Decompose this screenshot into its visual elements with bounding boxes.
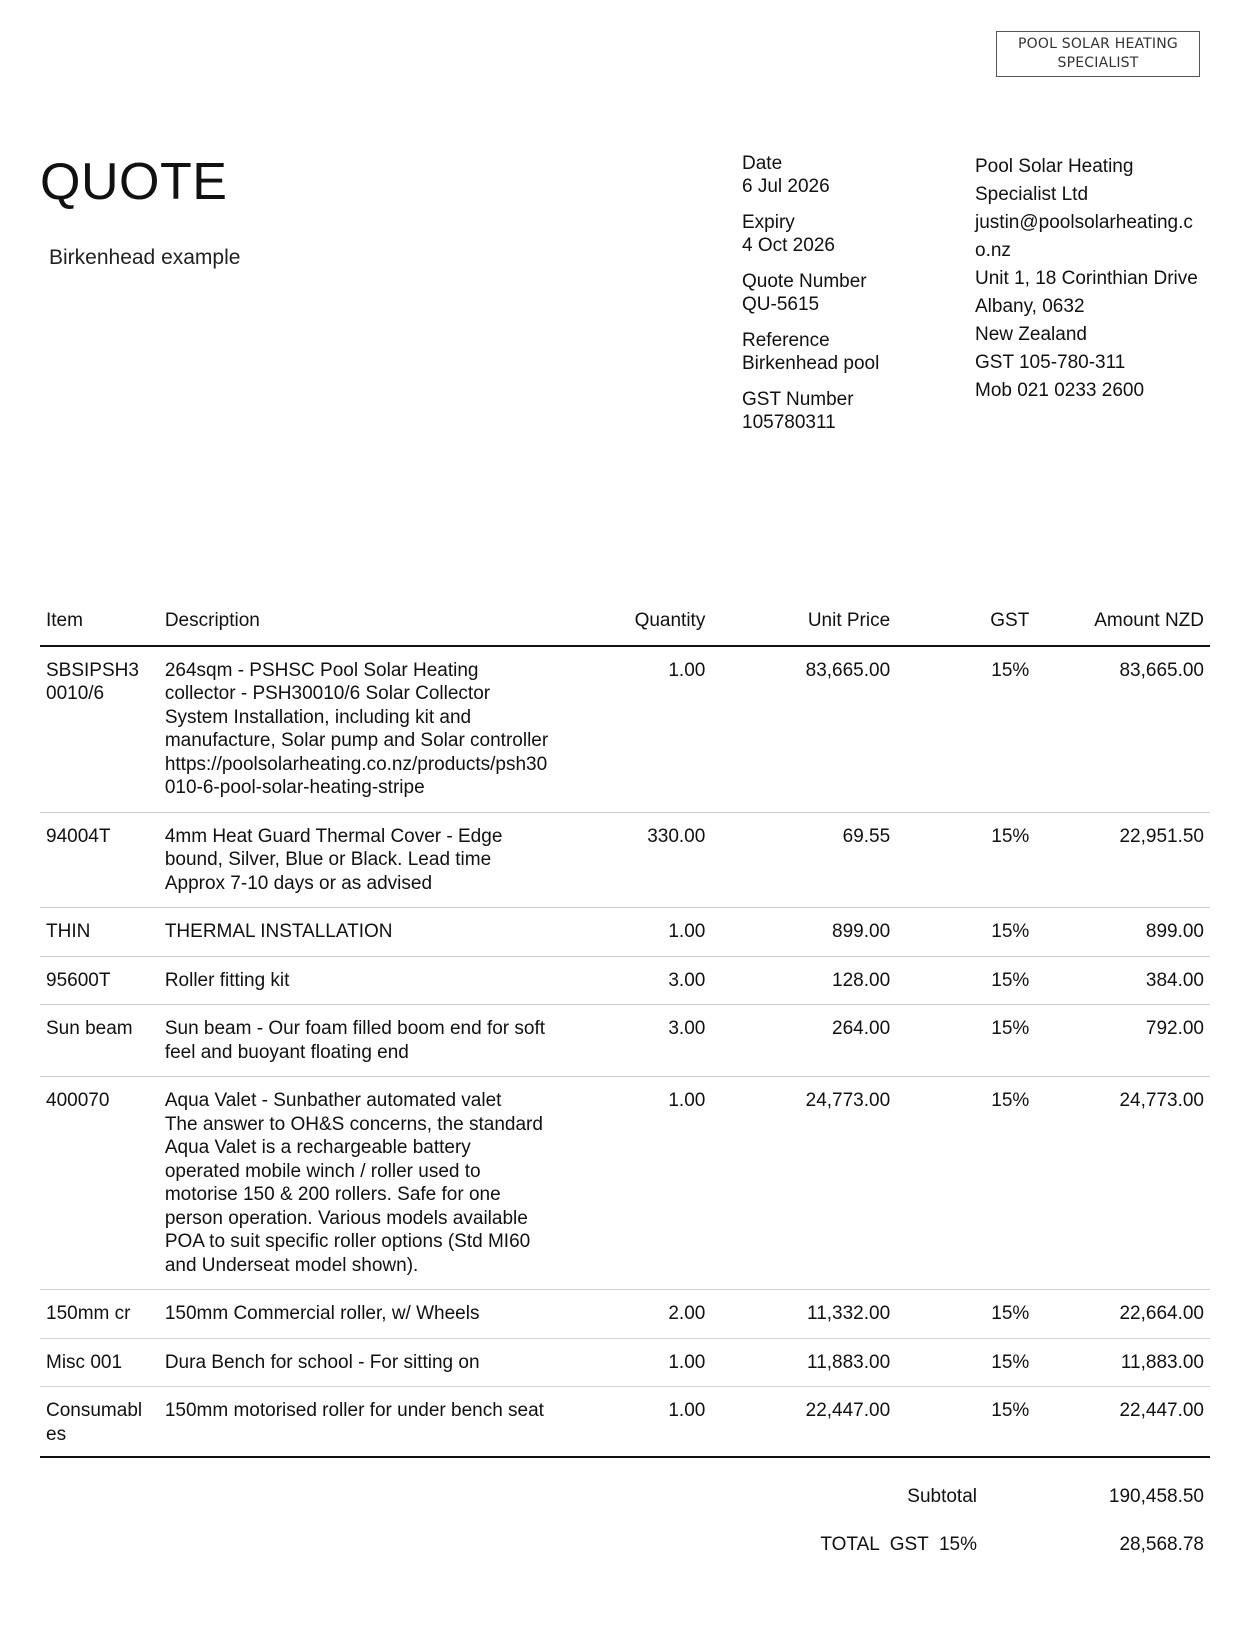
cell-quantity: 1.00 xyxy=(577,1338,711,1387)
org-email-line-1: justin@poolsolarheating.c xyxy=(975,212,1193,233)
cell-gst: 15% xyxy=(896,908,1035,957)
item-code-line: 0010/6 xyxy=(46,683,105,704)
meta-value: 105780311 xyxy=(742,412,836,433)
cell-item xyxy=(40,1387,159,1458)
line-items-table xyxy=(40,603,1210,1458)
cell-quantity: 1.00 xyxy=(577,1077,711,1290)
logo-line-2: SPECIALIST xyxy=(1057,55,1139,71)
org-gst: GST 105-780-311 xyxy=(975,352,1126,373)
table-row xyxy=(40,1290,1210,1339)
totals-block xyxy=(800,1478,1210,1574)
cell-gst: 15% xyxy=(896,812,1035,908)
document-subtitle: Birkenhead example xyxy=(49,246,241,269)
cell-unit-price: 11,332.00 xyxy=(711,1290,896,1339)
cell-amount: 22,664.00 xyxy=(1035,1290,1210,1339)
table-row xyxy=(40,908,1210,957)
description-line: THERMAL INSTALLATION xyxy=(164,921,393,942)
subtotal-value: 190,458.50 xyxy=(1108,1486,1204,1507)
description-line: collector - PSH30010/6 Solar Collector xyxy=(164,683,491,704)
cell-quantity: 330.00 xyxy=(577,812,711,908)
org-street: Unit 1, 18 Corinthian Drive xyxy=(975,268,1198,289)
header-unit-price: Unit Price xyxy=(711,603,896,646)
cell-description xyxy=(159,1290,577,1339)
table-header-row xyxy=(40,603,1210,646)
cell-gst: 15% xyxy=(896,646,1035,813)
item-code-line: Sun beam xyxy=(46,1018,133,1039)
cell-unit-price: 264.00 xyxy=(711,1005,896,1077)
header-description: Description xyxy=(159,603,577,646)
cell-gst: 15% xyxy=(896,1338,1035,1387)
cell-amount: 11,883.00 xyxy=(1035,1338,1210,1387)
cell-item xyxy=(40,812,159,908)
org-mobile: Mob 021 0233 2600 xyxy=(975,380,1145,401)
cell-item xyxy=(40,956,159,1005)
cell-quantity: 1.00 xyxy=(577,646,711,813)
subtotal-label: Subtotal xyxy=(907,1486,977,1507)
table-row xyxy=(40,956,1210,1005)
meta-label: Quote Number xyxy=(742,271,867,292)
item-code-line: 400070 xyxy=(46,1090,110,1111)
description-line: System Installation, including kit and xyxy=(164,706,472,728)
cell-description xyxy=(159,956,577,1005)
total-gst-label: TOTAL GST 15% xyxy=(820,1534,977,1555)
meta-label: Reference xyxy=(742,330,830,351)
description-line: https://poolsolarheating.co.nz/products/psh30 xyxy=(164,753,548,775)
meta-label: Date xyxy=(742,153,783,174)
meta-reference xyxy=(742,329,942,375)
cell-description xyxy=(159,1387,577,1458)
org-country: New Zealand xyxy=(975,324,1087,345)
item-code-line: SBSIPSH3 xyxy=(46,659,139,681)
total-gst-row xyxy=(800,1526,1210,1574)
description-line: POA to suit specific roller options (Std MI60 xyxy=(164,1231,531,1252)
cell-unit-price: 899.00 xyxy=(711,908,896,957)
cell-unit-price: 128.00 xyxy=(711,956,896,1005)
description-line: motorise 150 & 200 rollers. Safe for one xyxy=(164,1184,501,1205)
item-code-line: es xyxy=(46,1423,67,1445)
org-city: Albany, 0632 xyxy=(975,296,1085,317)
cell-description xyxy=(159,1005,577,1077)
meta-label: Expiry xyxy=(742,212,795,233)
cell-unit-price: 83,665.00 xyxy=(711,646,896,813)
description-line: 010-6-pool-solar-heating-stripe xyxy=(164,777,425,798)
description-line: bound, Silver, Blue or Black. Lead time xyxy=(164,849,492,870)
cell-description xyxy=(159,1077,577,1290)
header-item: Item xyxy=(40,603,159,646)
cell-gst: 15% xyxy=(896,1005,1035,1077)
description-line: 4mm Heat Guard Thermal Cover - Edge xyxy=(164,825,503,847)
description-line: Approx 7-10 days or as advised xyxy=(164,872,433,894)
description-line: Aqua Valet - Sunbather automated valet xyxy=(164,1090,502,1111)
document-title: QUOTE xyxy=(40,153,228,211)
table-body xyxy=(40,646,1210,1458)
description-line: Aqua Valet is a rechargeable battery xyxy=(164,1137,471,1158)
cell-gst: 15% xyxy=(896,956,1035,1005)
cell-amount: 899.00 xyxy=(1035,908,1210,957)
meta-value: 4 Oct 2026 xyxy=(742,235,835,256)
cell-quantity: 2.00 xyxy=(577,1290,711,1339)
description-line: 150mm motorised roller for under bench seat xyxy=(164,1400,544,1421)
cell-quantity: 3.00 xyxy=(577,1005,711,1077)
table-row xyxy=(40,1077,1210,1290)
description-line: and Underseat model shown). xyxy=(164,1254,419,1276)
cell-description xyxy=(159,908,577,957)
item-code-line: Misc 001 xyxy=(46,1351,123,1373)
org-email-line-2: o.nz xyxy=(975,240,1011,261)
cell-item xyxy=(40,1005,159,1077)
cell-item xyxy=(40,1338,159,1387)
org-name-line-1: Pool Solar Heating xyxy=(975,156,1134,177)
cell-amount: 792.00 xyxy=(1035,1005,1210,1077)
cell-quantity: 1.00 xyxy=(577,908,711,957)
cell-item xyxy=(40,908,159,957)
org-name-line-2: Specialist Ltd xyxy=(975,184,1089,205)
cell-amount: 22,447.00 xyxy=(1035,1387,1210,1458)
description-line: 264sqm - PSHSC Pool Solar Heating xyxy=(164,659,479,681)
cell-gst: 15% xyxy=(896,1290,1035,1339)
item-code-line: THIN xyxy=(46,921,91,942)
cell-amount: 83,665.00 xyxy=(1035,646,1210,813)
description-line: Sun beam - Our foam filled boom end for soft xyxy=(164,1018,546,1039)
cell-description xyxy=(159,1338,577,1387)
cell-item xyxy=(40,646,159,813)
cell-quantity: 1.00 xyxy=(577,1387,711,1458)
header-gst: GST xyxy=(896,603,1035,646)
cell-item xyxy=(40,1290,159,1339)
cell-amount: 22,951.50 xyxy=(1035,812,1210,908)
meta-value: 6 Jul 2026 xyxy=(742,176,830,197)
item-code-line: Consumabl xyxy=(46,1400,143,1421)
cell-amount: 384.00 xyxy=(1035,956,1210,1005)
item-code-line: 150mm cr xyxy=(46,1303,131,1324)
cell-unit-price: 69.55 xyxy=(711,812,896,908)
cell-unit-price: 24,773.00 xyxy=(711,1077,896,1290)
meta-label: GST Number xyxy=(742,389,854,410)
description-line: Dura Bench for school - For sitting on xyxy=(164,1351,480,1373)
meta-value: QU-5615 xyxy=(742,294,820,315)
cell-gst: 15% xyxy=(896,1077,1035,1290)
table-row xyxy=(40,1005,1210,1077)
cell-description xyxy=(159,812,577,908)
description-line: person operation. Various models available xyxy=(164,1207,528,1229)
organisation-address xyxy=(975,153,1225,405)
description-line: The answer to OH&S concerns, the standard xyxy=(164,1113,543,1135)
meta-expiry xyxy=(742,211,942,257)
meta-date xyxy=(742,152,942,198)
header-quantity: Quantity xyxy=(577,603,711,646)
description-line: 150mm Commercial roller, w/ Wheels xyxy=(164,1303,480,1324)
cell-quantity: 3.00 xyxy=(577,956,711,1005)
table-row xyxy=(40,1338,1210,1387)
subtotal-row xyxy=(800,1478,1210,1526)
description-line: feel and buoyant floating end xyxy=(164,1041,409,1063)
table-row xyxy=(40,1387,1210,1458)
cell-unit-price: 22,447.00 xyxy=(711,1387,896,1458)
item-code-line: 95600T xyxy=(46,969,111,991)
description-line: Roller fitting kit xyxy=(164,969,290,991)
description-line: manufacture, Solar pump and Solar controller xyxy=(164,730,549,751)
description-line: operated mobile winch / roller used to xyxy=(164,1160,481,1182)
company-logo xyxy=(996,31,1200,77)
meta-quote-number xyxy=(742,270,942,316)
total-gst-value: 28,568.78 xyxy=(1119,1534,1204,1555)
table-row xyxy=(40,646,1210,813)
logo-line-1: POOL SOLAR HEATING xyxy=(1018,36,1178,52)
cell-unit-price: 11,883.00 xyxy=(711,1338,896,1387)
cell-description xyxy=(159,646,577,813)
table-row xyxy=(40,812,1210,908)
cell-item xyxy=(40,1077,159,1290)
header-amount: Amount NZD xyxy=(1035,603,1210,646)
cell-gst: 15% xyxy=(896,1387,1035,1458)
item-code-line: 94004T xyxy=(46,825,111,847)
meta-value: Birkenhead pool xyxy=(742,353,880,374)
quote-metadata xyxy=(742,152,942,447)
meta-gst-number xyxy=(742,388,942,434)
cell-amount: 24,773.00 xyxy=(1035,1077,1210,1290)
